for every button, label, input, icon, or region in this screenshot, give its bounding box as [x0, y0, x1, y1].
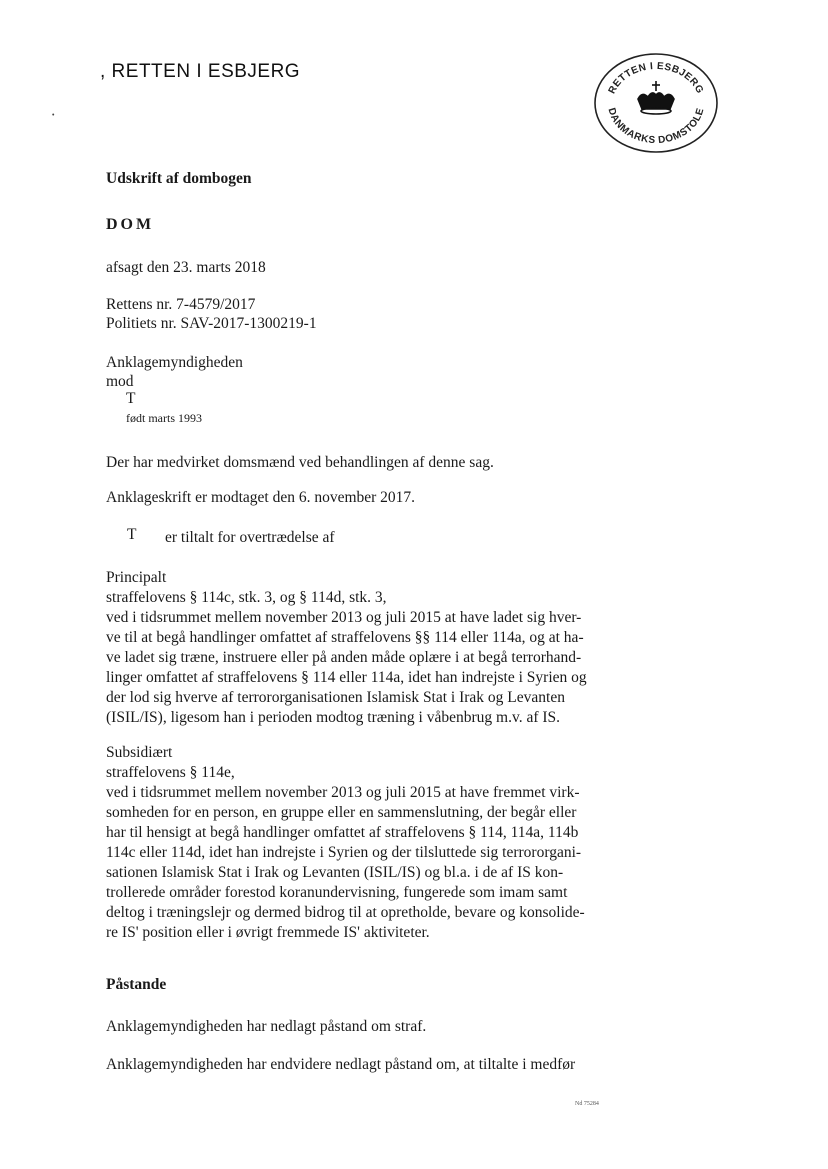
court-seal-stamp — [592, 51, 720, 155]
subsidiary-paragraph — [106, 763, 626, 943]
footer-form-code: Nd 75284 — [575, 1101, 599, 1107]
lay-judges-statement: Der har medvirket domsmænd ved behandlingen af denne sag. — [106, 454, 494, 471]
defendant-birth: født marts 1993 — [126, 411, 202, 425]
verdict-date: afsagt den 23. marts 2018 — [106, 259, 266, 276]
principal-line: ve til at begå handlinger omfattet af straffelovens §§ 114 eller 114a, og at ha- — [106, 629, 584, 646]
subsidiary-line: har til hensigt at begå handlinger omfattet af straffelovens § 114, 114a, 114b — [106, 824, 579, 841]
subsidiary-line: somheden for en person, en gruppe eller en sammenslutning, der begår eller — [106, 804, 577, 821]
claim-punishment: Anklagemyndigheden har nedlagt påstand om straf. — [106, 1018, 427, 1035]
principal-line: ve ladet sig træne, instruere eller på anden måde oplære i at begå terrorhand- — [106, 649, 582, 666]
police-case-number: Politiets nr. SAV-2017-1300219-1 — [106, 315, 317, 332]
subsidiary-line: re IS' position eller i øvrigt fremmede IS' aktiviteter. — [106, 924, 430, 941]
document-heading: Udskrift af dombogen — [106, 170, 252, 187]
claim-additional: Anklagemyndigheden har endvidere nedlagt påstand om, at tiltalte i medfør — [106, 1056, 576, 1073]
court-name: , RETTEN I ESBJERG — [100, 61, 301, 82]
seal-bottom-text: DANMARKS DOMSTOLE — [605, 106, 707, 147]
court-case-number: Rettens nr. 7-4579/2017 — [106, 296, 256, 313]
party-prosecution: Anklagemyndigheden — [106, 354, 243, 371]
claims-heading: Påstande — [106, 976, 167, 993]
principal-line: ved i tidsrummet mellem november 2013 og juli 2015 at have ladet sig hver- — [106, 609, 582, 626]
charged-name: T — [127, 526, 137, 543]
charged-text: er tiltalt for overtrædelse af — [165, 529, 335, 546]
principal-line: linger omfattet af straffelovens § 114 eller 114a, idet han indrejste i Syrien og — [106, 669, 587, 686]
scan-speck: • — [52, 112, 55, 119]
subsidiary-line: deltog i træningslejr og dermed bidrog til at opretholde, bevare og konsolide- — [106, 904, 585, 921]
subsidiary-line: 114c eller 114d, idet han indrejste i Syrien og der tilsluttede sig terrororgani- — [106, 844, 582, 861]
subsidiary-heading: Subsidiært — [106, 744, 173, 761]
indictment-received: Anklageskrift er modtaget den 6. november 2017. — [106, 489, 416, 506]
principal-line: der lod sig hverve af terrororganisationen Islamisk Stat i Irak og Levanten — [106, 689, 565, 706]
seal-top-text: RETTEN I ESBJERG — [606, 60, 706, 96]
subsidiary-line: ved i tidsrummet mellem november 2013 og juli 2015 at have fremmet virk- — [106, 784, 580, 801]
svg-text:DANMARKS DOMSTOLE — [605, 107, 706, 146]
verdict-title: DOM — [106, 216, 155, 233]
subsidiary-line: trollerede områder forestod koranundervisning, fungerede som imam samt — [106, 884, 568, 901]
party-versus: mod — [106, 373, 134, 390]
subsidiary-line: sationen Islamisk Stat i Irak og Levanten (ISIL/IS) og bl.a. i de af IS kon- — [106, 864, 564, 881]
principal-heading: Principalt — [106, 569, 167, 586]
defendant-name: T — [126, 390, 136, 407]
principal-line: (ISIL/IS), ligesom han i perioden modtog træning i våbenbrug m.v. af IS. — [106, 709, 561, 726]
principal-line: straffelovens § 114c, stk. 3, og § 114d, stk. 3, — [106, 589, 387, 606]
subsidiary-line: straffelovens § 114e, — [106, 764, 235, 781]
principal-paragraph — [106, 588, 626, 728]
crown-icon — [638, 81, 674, 114]
